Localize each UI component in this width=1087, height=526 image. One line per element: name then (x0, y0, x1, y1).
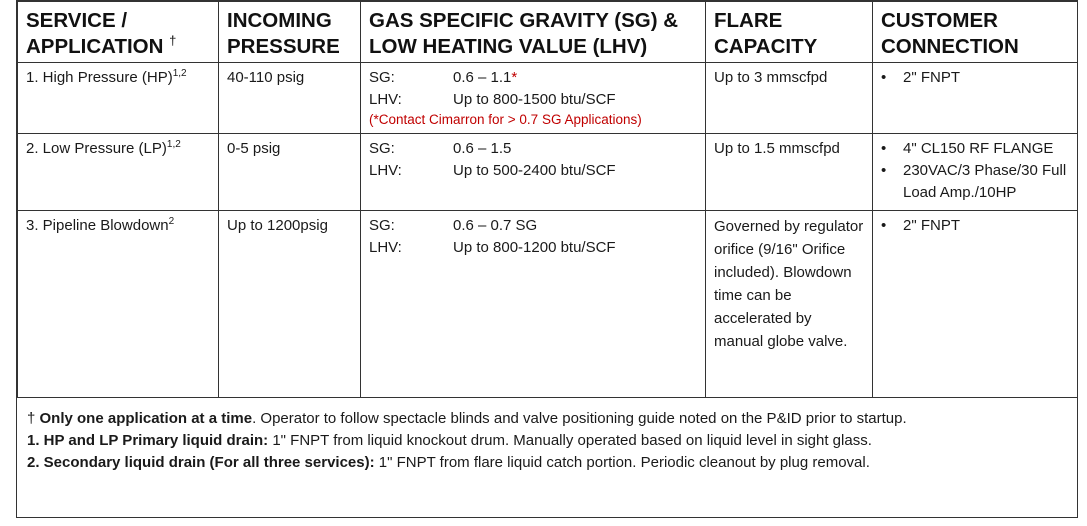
list-item: • 2" FNPT (881, 69, 960, 86)
cell-pressure: 0-5 psig (219, 134, 361, 211)
header-flare-capacity: FLARE CAPACITY (706, 2, 873, 63)
cell-capacity: Governed by regulator orifice (9/16" Orifice included). Blowdown time can be accelerated by manual globe valve. (706, 211, 873, 398)
cell-gas: SG: 0.6 – 0.7 SG LHV: Up to 800-1200 btu/SCF (361, 211, 706, 398)
header-service: SERVICE / APPLICATION † (18, 2, 219, 63)
cell-pressure: 40-110 psig (219, 63, 361, 134)
table-row (18, 134, 1078, 211)
cell-service: 2. Low Pressure (LP)$^{1,2}$ (18, 134, 219, 211)
footnote-1: 1. HP and LP Primary liquid drain: 1" FNPT from liquid knockout drum. Manually operated based on liquid level in sight glass. (27, 432, 872, 449)
sg-contact-note: (*Contact Cimarron for > 0.7 SG Applications) (369, 112, 642, 127)
header-incoming-pressure: INCOMING PRESSURE (219, 2, 361, 63)
cell-capacity: Up to 1.5 mmscfpd (706, 134, 873, 211)
spec-table-frame (16, 0, 1078, 518)
header-gas-sg-lhv: GAS SPECIFIC GRAVITY (SG) & LOW HEATING VALUE (LHV) (361, 2, 706, 63)
header-customer-connection: CUSTOMER CONNECTION (873, 2, 1078, 63)
header-row (18, 2, 1078, 63)
list-item: • 2" FNPT (881, 217, 960, 234)
cell-capacity: Up to 3 mmscfpd (706, 63, 873, 134)
cell-gas: SG: 0.6 – 1.5 LHV: Up to 500-2400 btu/SCF (361, 134, 706, 211)
footnotes (17, 398, 1077, 474)
cell-connection (873, 63, 1078, 134)
cell-gas: SG: 0.6 – 1.1* LHV: Up to 800-1500 btu/SCF (*Contact Cimarron for > 0.7 SG Applications) (361, 63, 706, 134)
table-row (18, 63, 1078, 134)
footnote-dagger: † Only one application at a time. Operator to follow spectacle blinds and valve positioning guide noted on the P&ID prior to startup. (27, 410, 907, 427)
list-item: • 4" CL150 RF FLANGE (881, 140, 1054, 157)
cell-service: 1. High Pressure (HP)$^{1,2}$ (18, 63, 219, 134)
flare-spec-table (17, 1, 1078, 398)
list-item: • 230VAC/3 Phase/30 Full Load Amp./10HP (881, 162, 1067, 201)
cell-pressure: Up to 1200psig (219, 211, 361, 398)
cell-connection (873, 134, 1078, 211)
cell-service: 3. Pipeline Blowdown$^2$ (18, 211, 219, 398)
cell-connection (873, 211, 1078, 398)
footnote-2: 2. Secondary liquid drain (For all three services): 1" FNPT from flare liquid catch portion. Periodic cleanout by plug removal. (27, 454, 870, 471)
table-row (18, 211, 1078, 398)
